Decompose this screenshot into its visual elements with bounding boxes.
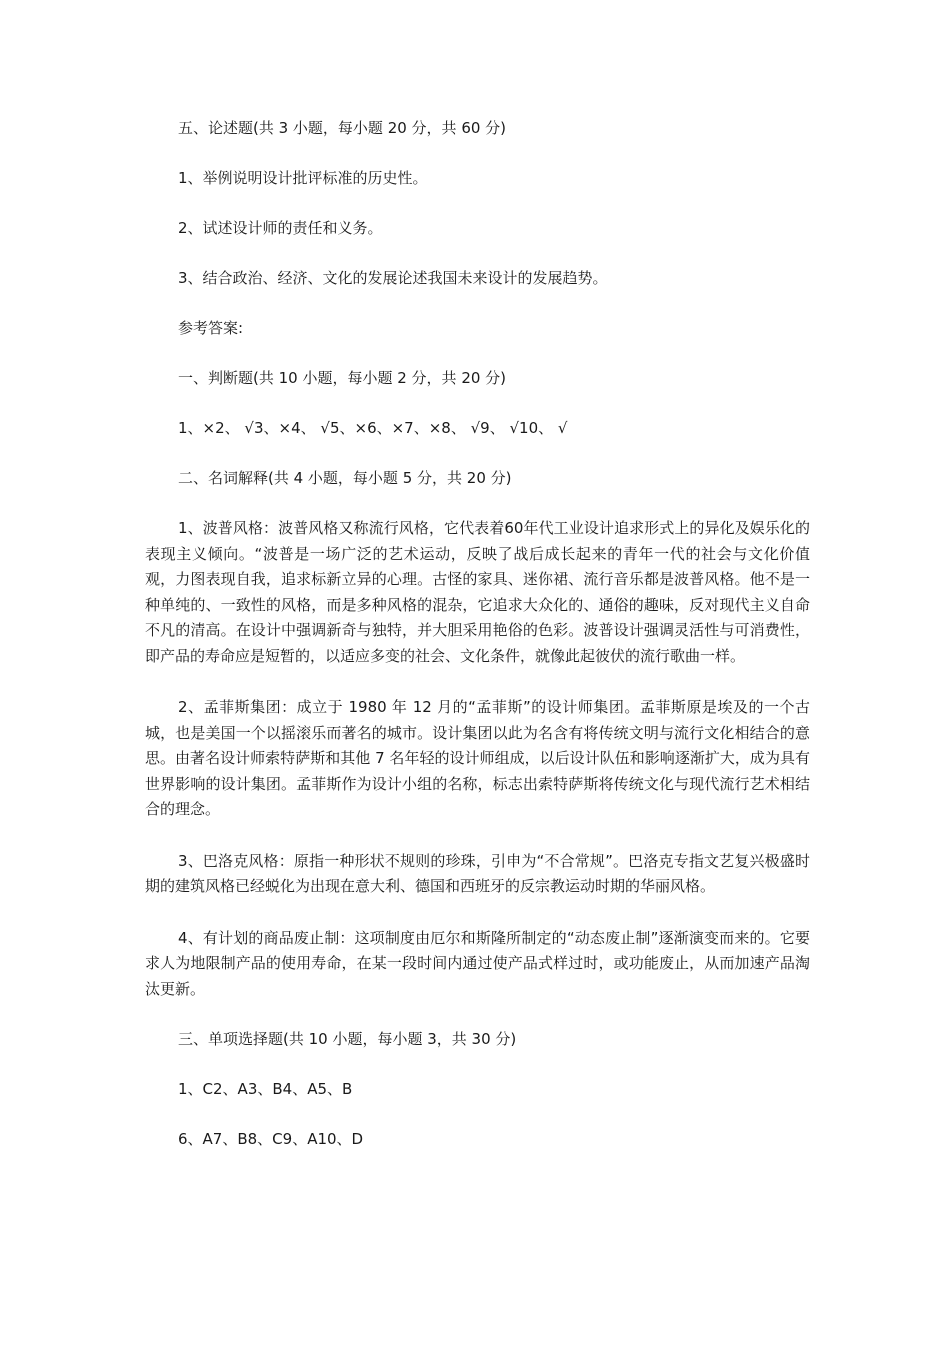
judgment-answers: 1、×2、 √3、×4、 √5、×6、×7、×8、 √9、 √10、 √ bbox=[178, 419, 568, 437]
term-baroque-style: 3、巴洛克风格：原指一种形状不规则的珍珠，引申为“不合常规”。巴洛克专指文艺复兴极盛时期的建筑风格已经蜕化为出现在意大利、德国和西班牙的反宗教运动时期的华丽风格。 bbox=[145, 851, 810, 895]
essay-question-1: 1、举例说明设计批评标准的历史性。 bbox=[178, 169, 428, 187]
term-memphis-group: 2、孟菲斯集团：成立于 1980 年 12 月的“孟菲斯”的设计师集团。孟菲斯原是埃及的一个古城，也是美国一个以摇滚乐而著名的城市。设计集团以此为名含有将传统文明与流行文化相结合的意思。由著名设计师索特萨斯和其他 7 名年轻的设计师组成，以后设计队伍和影响逐渐扩大，成为具有世界影响的设计集团。孟菲斯作为设计小组的名称，标志出索特萨斯将传统文化与现代流行艺术相结合的理念。 bbox=[145, 698, 810, 818]
answers-title: 参考答案: bbox=[178, 319, 244, 337]
judgment-heading: 一、判断题(共 10 小题，每小题 2 分，共 20 分) bbox=[178, 369, 507, 387]
choice-heading: 三、单项选择题(共 10 小题，每小题 3，共 30 分) bbox=[178, 1030, 517, 1048]
terms-heading: 二、名词解释(共 4 小题，每小题 5 分，共 20 分) bbox=[178, 469, 512, 487]
essay-question-3: 3、结合政治、经济、文化的发展论述我国未来设计的发展趋势。 bbox=[178, 269, 608, 287]
term-pop-style: 1、波普风格：波普风格又称流行风格，它代表着60年代工业设计追求形式上的异化及娱乐化的表现主义倾向。“波普是一场广泛的艺术运动，反映了战后成长起来的青年一代的社会与文化价值观，力图表现自我，追求标新立异的心理。古怪的家具、迷你裙、流行音乐都是波普风格。他不是一种单纯的、一致性的风格，而是多种风格的混杂，它追求大众化的、通俗的趣味，反对现代主义自命不凡的清高。在设计中强调新奇与独特，并大胆采用艳俗的色彩。波普设计强调灵活性与可消费性，即产品的寿命应是短暂的，以适应多变的社会、文化条件，就像此起彼伏的流行歌曲一样。 bbox=[145, 519, 810, 665]
choice-answers-line-2: 6、A7、B8、C9、A10、D bbox=[178, 1130, 364, 1148]
essay-section-heading: 五、论述题(共 3 小题，每小题 20 分，共 60 分) bbox=[178, 119, 507, 137]
term-planned-obsolescence: 4、有计划的商品废止制：这项制度由厄尔和斯隆所制定的“动态废止制”逐渐演变而来的。它要求人为地限制产品的使用寿命，在某一段时间内通过使产品式样过时，或功能废止，从而加速产品淘汰更新。 bbox=[145, 928, 810, 998]
document-body bbox=[145, 116, 810, 1177]
essay-question-2: 2、试述设计师的责任和义务。 bbox=[178, 219, 383, 237]
choice-answers-line-1: 1、C2、A3、B4、A5、B bbox=[178, 1080, 353, 1098]
